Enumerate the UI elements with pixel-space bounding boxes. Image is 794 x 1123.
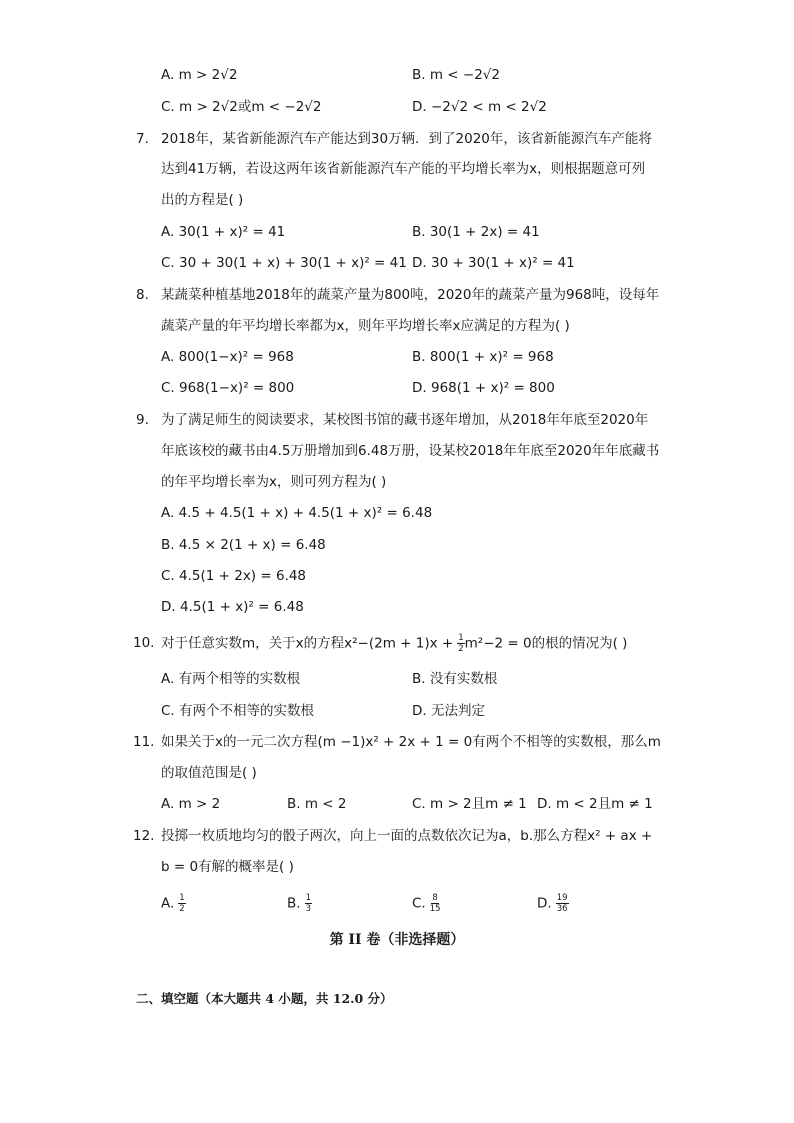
q8-option-b: B. 800(1 + x)² = 968: [412, 349, 554, 365]
q10-option-b: B. 没有实数根: [412, 671, 498, 687]
q12-option-b-label: B.: [287, 895, 301, 912]
q9-stem-line-2: 年底该校的藏书由4.5万册增加到6.48万册，设某校2018年年底至2020年年底藏书: [161, 443, 660, 459]
q10-stem: [161, 633, 627, 654]
q12-option-c-numerator: 8: [432, 893, 438, 903]
q10-option-c: C. 有两个不相等的实数根: [161, 703, 315, 719]
q9-option-d: D. 4.5(1 + x)² = 6.48: [161, 599, 304, 615]
q12-option-d-fraction: [556, 893, 569, 914]
q6-option-c: C. m > 2√2或m < −2√2: [161, 99, 322, 115]
q11-option-a: A. m > 2: [161, 796, 221, 812]
q7-option-d: D. 30 + 30(1 + x)² = 41: [412, 255, 575, 271]
q7-stem-line-1: 2018年，某省新能源汽车产能达到30万辆．到了2020年，该省新能源汽车产能将: [161, 131, 652, 147]
q12-stem-line-1: 投掷一枚质地均匀的骰子两次，向上一面的点数依次记为a，b.那么方程x² + ax +: [161, 828, 653, 844]
q9-number: 9.: [136, 412, 149, 428]
q7-stem-line-3: 出的方程是( ): [161, 192, 244, 208]
q10-number: 10.: [133, 635, 155, 651]
q8-option-a: A. 800(1−x)² = 968: [161, 349, 294, 365]
q8-stem-line-1: 某蔬菜种植基地2018年的蔬菜产量为800吨，2020年的蔬菜产量为968吨，设每年: [161, 287, 660, 303]
q7-option-b: B. 30(1 + 2x) = 41: [412, 224, 540, 240]
q12-option-d: [537, 893, 569, 914]
q10-half-fraction: [457, 633, 464, 654]
q9-option-b: B. 4.5 × 2(1 + x) = 6.48: [161, 537, 326, 553]
q7-option-a: A. 30(1 + x)² = 41: [161, 224, 286, 240]
section-title: 第 II 卷（非选择题）: [329, 932, 465, 948]
q7-number: 7.: [136, 131, 149, 147]
q12-option-c-fraction: [430, 893, 441, 914]
q12-stem-line-2: b = 0有解的概率是( ): [161, 859, 294, 875]
q11-option-c: C. m > 2且m ≠ 1: [412, 796, 527, 812]
q12-option-a-numerator: 1: [179, 893, 185, 903]
q7-stem-line-2: 达到41万辆，若设这两年该省新能源汽车产能的平均增长率为x，则根据题意可列: [161, 161, 646, 177]
q8-option-d: D. 968(1 + x)² = 800: [412, 380, 555, 396]
q12-option-c-denominator: 15: [429, 904, 441, 914]
q12-option-a: [161, 893, 186, 914]
q12-option-a-fraction: [178, 893, 185, 914]
q10-stem-part-1: 对于任意实数m，关于x的方程x²−(2m + 1)x +: [161, 635, 454, 652]
q8-stem-line-2: 蔬菜产量的年平均增长率都为x，则年平均增长率x应满足的方程为( ): [161, 318, 570, 334]
q10-option-d: D. 无法判定: [412, 703, 485, 719]
q10-option-a: A. 有两个相等的实数根: [161, 671, 301, 687]
q12-option-a-label: A.: [161, 895, 175, 912]
q11-stem-line-2: 的取值范围是( ): [161, 765, 257, 781]
q11-stem-line-1: 如果关于x的一元二次方程(m −1)x² + 2x + 1 = 0有两个不相等的实数根，那么m: [161, 734, 661, 750]
q9-option-c: C. 4.5(1 + 2x) = 6.48: [161, 568, 307, 584]
q11-option-d: D. m < 2且m ≠ 1: [537, 796, 653, 812]
q6-option-d: D. −2√2 < m < 2√2: [412, 99, 547, 115]
q12-option-b: [287, 893, 312, 914]
q12-option-b-numerator: 1: [305, 893, 311, 903]
q9-option-a: A. 4.5 + 4.5(1 + x) + 4.5(1 + x)² = 6.48: [161, 505, 433, 521]
q12-option-d-denominator: 36: [556, 904, 568, 914]
q9-stem-line-1: 为了满足师生的阅读要求，某校图书馆的藏书逐年增加，从2018年年底至2020年: [161, 412, 649, 428]
q12-option-b-fraction: [305, 893, 312, 914]
q10-fraction-denominator: 2: [458, 644, 464, 654]
q11-number: 11.: [133, 734, 155, 750]
q10-stem-part-2: m²−2 = 0的根的情况为( ): [464, 635, 628, 652]
q7-option-c: C. 30 + 30(1 + x) + 30(1 + x)² = 41: [161, 255, 407, 271]
q6-option-a: A. m > 2√2: [161, 67, 238, 83]
q8-number: 8.: [136, 287, 149, 303]
q11-option-b: B. m < 2: [287, 796, 347, 812]
q12-option-d-label: D.: [537, 895, 552, 912]
q10-fraction-numerator: 1: [458, 633, 464, 643]
q12-number: 12.: [133, 828, 155, 844]
q12-option-b-denominator: 3: [305, 904, 311, 914]
part-2-heading: 二、填空题（本大题共 4 小题，共 12.0 分）: [136, 991, 393, 1006]
q12-option-a-denominator: 2: [179, 904, 185, 914]
q12-option-c-label: C.: [412, 895, 426, 912]
q12-option-d-numerator: 19: [556, 893, 568, 903]
q12-option-c: [412, 893, 441, 914]
q8-option-c: C. 968(1−x)² = 800: [161, 380, 295, 396]
q9-stem-line-3: 的年平均增长率为x，则可列方程为( ): [161, 474, 387, 490]
q6-option-b: B. m < −2√2: [412, 67, 500, 83]
